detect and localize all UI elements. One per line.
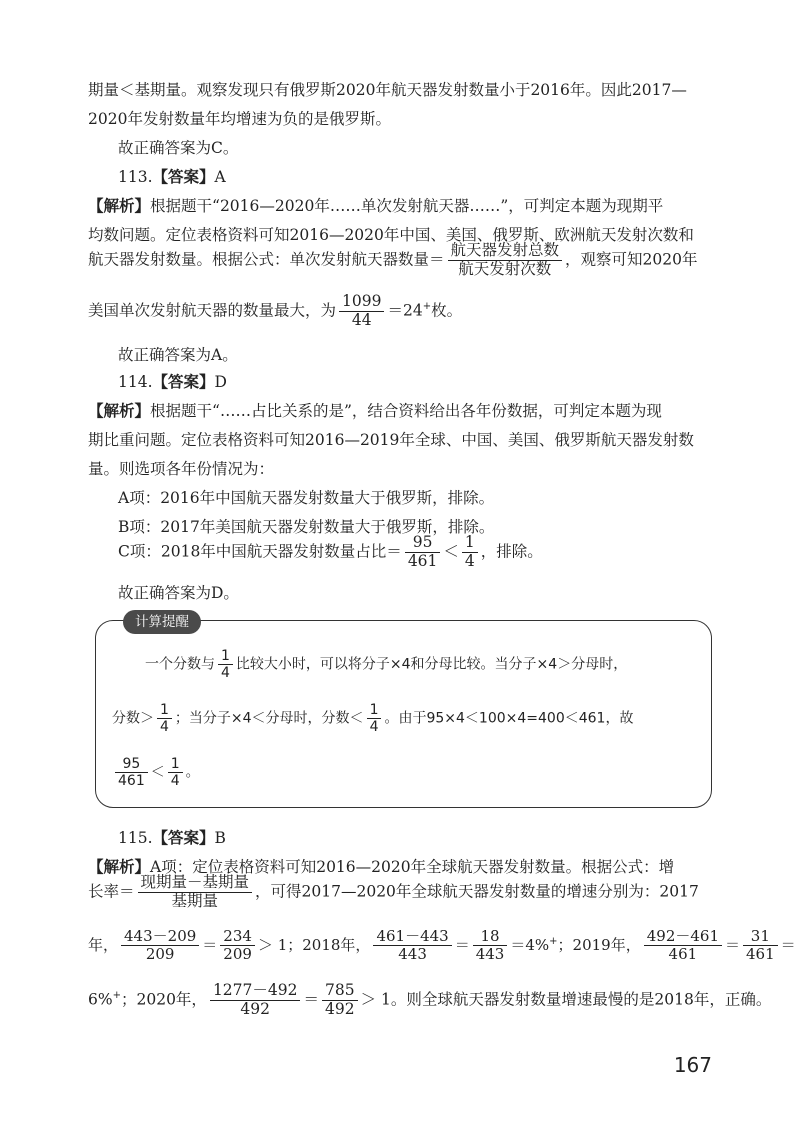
calc-tip-den-1: 4 (221, 665, 230, 682)
q114-number: 114. (118, 373, 153, 391)
calc-tip-text-2a: 分数＞ (112, 710, 154, 727)
q113-result-denominator: 44 (351, 310, 372, 329)
calc-tip-fraction-3 (367, 702, 382, 735)
q114-analysis-tag: 【解析】 (88, 402, 151, 420)
q113-analysis-line-3 (88, 242, 697, 279)
q115-l3-fraction-5 (644, 928, 722, 964)
q115-text-2-post: ，可得2017—2020年全球航天器发射数量的增速分别为：2017 (255, 882, 699, 901)
q115-l3-num-2: 234 (220, 928, 255, 946)
q113-number: 113. (118, 168, 153, 186)
q115-l3-fraction-1 (121, 928, 199, 964)
calc-tip-num-5: 1 (168, 756, 183, 773)
q113-analysis-tag: 【解析】 (88, 197, 151, 215)
q115-l4-2020: ；2020年， (120, 990, 207, 1009)
q115-l3-num-6: 31 (743, 928, 778, 946)
q115-l3-den-4: 443 (475, 945, 505, 964)
q114-answer-line (118, 370, 227, 392)
q113-result-value: ＝24 (387, 301, 423, 320)
q113-result-sup: + (422, 301, 432, 313)
q114-option-c-fraction-1 (405, 534, 441, 571)
q115-analysis-tag: 【解析】 (88, 858, 151, 876)
q115-l3-num-3: 461－443 (373, 928, 451, 946)
calc-tip-line-1 (145, 648, 627, 681)
calc-tip-num-3: 1 (367, 702, 382, 719)
q115-l4-fraction-1 (210, 982, 301, 1019)
q113-final: 故正确答案为A。 (118, 346, 238, 364)
q115-l4-sup: + (112, 990, 121, 1002)
calc-tip-den-5: 4 (170, 773, 180, 790)
intro-answer: 故正确答案为C。 (118, 139, 239, 157)
q113-text-1: 根据题干“2016—2020年……单次发射航天器……”，可判定本题为现期平 (150, 197, 664, 215)
q114-option-c-post: ，排除。 (480, 542, 543, 561)
q113-text-3: 航天器发射数量。根据公式：单次发射航天器数量＝ (88, 250, 445, 269)
q115-l3-den-5: 461 (668, 945, 698, 964)
q114-analysis-line-1 (88, 399, 662, 421)
q115-answer-line (118, 826, 226, 848)
q115-l3-den-6: 461 (746, 945, 775, 964)
q115-l4-num-2: 785 (322, 982, 358, 1001)
q114-option-c-den-1: 461 (407, 551, 438, 570)
q115-l4-post: ＞ 1。则全球航天器发射数量增速最慢的是2018年，正确。 (360, 990, 772, 1009)
q114-option-c (118, 534, 543, 571)
q115-l3-num-1: 443－209 (121, 928, 199, 946)
q115-l3-num-4: 18 (473, 928, 508, 946)
q114-option-c-num-2: 1 (462, 534, 478, 553)
q115-l3-pct: ＝4% (510, 935, 550, 954)
q113-text-3-post: ，观察可知2020年 (565, 250, 698, 269)
q113-analysis-line-2: 均数问题。定位表格资料可知2016—2020年中国、美国、俄罗斯、欧洲航天发射次数和 (88, 226, 694, 244)
q115-formula-numerator: 现期量－基期量 (138, 874, 253, 893)
q115-number: 115. (118, 829, 153, 847)
calc-tip-fraction-1 (218, 648, 233, 681)
q115-l4-den-1: 492 (240, 999, 270, 1018)
q114-option-c-text: C项：2018年中国航天器发射数量占比＝ (118, 542, 402, 561)
q115-l3-den-1: 209 (145, 945, 175, 964)
calc-tip-num-4: 95 (115, 756, 148, 773)
calc-tip-den-4: 461 (118, 773, 145, 790)
q115-l3-fraction-6 (743, 928, 778, 964)
q115-analysis-line-4 (88, 982, 771, 1019)
q113-answer-line (118, 165, 226, 187)
q113-result-numerator: 1099 (339, 293, 384, 312)
q115-l3-eq-4: ＝ (780, 935, 796, 954)
calc-tip-fraction-4 (115, 756, 148, 789)
calc-tip-fraction-5 (168, 756, 183, 789)
intro-line-2: 2020年发射数量年均增速为负的是俄罗斯。 (88, 110, 391, 128)
q113-analysis-line-1 (88, 194, 663, 216)
q113-result-fraction (339, 293, 384, 330)
q113-analysis-line-4 (88, 293, 462, 330)
q114-analysis-line-2: 期比重问题。定位表格资料可知2016—2019年全球、中国、美国、俄罗斯航天器发射数 (88, 431, 694, 449)
q113-formula-denominator: 航天发射次数 (458, 259, 552, 278)
q114-option-a: A项：2016年中国航天器发射数量大于俄罗斯，排除。 (118, 489, 495, 507)
q115-analysis-line-2 (88, 874, 699, 911)
q114-answer-tag: 【答案】 (152, 373, 215, 391)
q115-formula-denominator: 基期量 (171, 891, 219, 910)
q113-text-4: 美国单次发射航天器的数量最大，为 (88, 301, 337, 320)
q115-answer-tag: 【答案】 (152, 829, 215, 847)
q114-option-c-lt: ＜ (443, 542, 459, 561)
calc-tip-den-3: 4 (369, 719, 379, 736)
q115-text-1: A项：定位表格资料可知2016—2020年全球航天器发射数量。根据公式：增 (150, 858, 675, 876)
calc-tip-text-2b: ；当分子×4＜分母时，分数＜ (174, 710, 364, 727)
q113-formula-numerator: 航天器发射总数 (448, 242, 563, 261)
intro-line-1: 期量＜基期量。观察发现只有俄罗斯2020年航天器发射数量小于2016年。因此2017— (88, 81, 687, 99)
q115-answer-value: B (214, 829, 226, 847)
q113-text-4-post: 枚。 (431, 301, 463, 320)
q113-formula-fraction (448, 242, 563, 279)
q115-l3-sup: + (549, 935, 558, 947)
calc-tip-text-1-post: 比较大小时，可以将分子×4和分母比较。当分子×4＞分母时， (235, 656, 628, 673)
q114-text-1: 根据题干“……占比关系的是”，结合资料给出各年份数据，可判定本题为现 (150, 402, 662, 420)
calc-tip-text-1: 一个分数与 (145, 656, 215, 673)
q114-analysis-line-3: 量。则选项各年份情况为： (88, 460, 275, 478)
q115-l3-eq-2: ＝ (454, 935, 470, 954)
calc-tip-den-2: 4 (160, 719, 169, 736)
q114-option-c-num-1: 95 (405, 534, 441, 553)
q115-l3-eq-1: ＝ (202, 935, 218, 954)
q115-l4-den-2: 492 (324, 999, 355, 1018)
calc-tip-num-1: 1 (218, 648, 233, 665)
q115-l3-den-3: 443 (398, 945, 427, 964)
q114-final: 故正确答案为D。 (118, 584, 239, 602)
calc-tip-fraction-2 (157, 702, 172, 735)
calc-tip-line-2 (112, 702, 633, 735)
q115-l3-year: 年， (88, 935, 119, 954)
calc-tip-text-2c: 。由于95×4＜100×4=400＜461，故 (384, 710, 634, 727)
q115-l3-eq-3: ＝ (725, 935, 741, 954)
q115-l4-num-1: 1277－492 (210, 982, 301, 1001)
calc-tip-end: 。 (185, 764, 200, 781)
q115-l4-pct: 6% (88, 990, 113, 1009)
calc-tip-badge: 计算提醒 (123, 610, 201, 634)
q115-l4-eq: ＝ (303, 990, 319, 1009)
q115-l3-den-2: 209 (223, 945, 252, 964)
q115-l3-fraction-3 (373, 928, 451, 964)
q115-text-2: 长率＝ (88, 882, 135, 901)
q113-answer-tag: 【答案】 (152, 168, 215, 186)
q115-l3-fraction-4 (473, 928, 508, 964)
q113-answer-value: A (214, 168, 226, 186)
q114-option-c-fraction-2 (462, 534, 478, 571)
q115-l3-num-5: 492－461 (644, 928, 722, 946)
page-number: 167 (673, 1053, 712, 1077)
q115-formula-fraction (138, 874, 253, 911)
calc-tip-num-2: 1 (157, 702, 172, 719)
q114-answer-value: D (214, 373, 227, 391)
q115-analysis-line-3 (88, 928, 796, 964)
q114-option-b: B项：2017年美国航天器发射数量大于俄罗斯，排除。 (118, 518, 495, 536)
q115-l3-gt-1: ＞ 1；2018年， (257, 935, 371, 954)
q115-l4-fraction-2 (322, 982, 358, 1019)
q115-l3-2019: ；2019年， (557, 935, 641, 954)
q114-option-c-den-2: 4 (464, 551, 475, 570)
q115-l3-fraction-2 (220, 928, 255, 964)
calc-tip-lt: ＜ (150, 764, 165, 781)
calc-tip-line-3 (112, 756, 200, 789)
